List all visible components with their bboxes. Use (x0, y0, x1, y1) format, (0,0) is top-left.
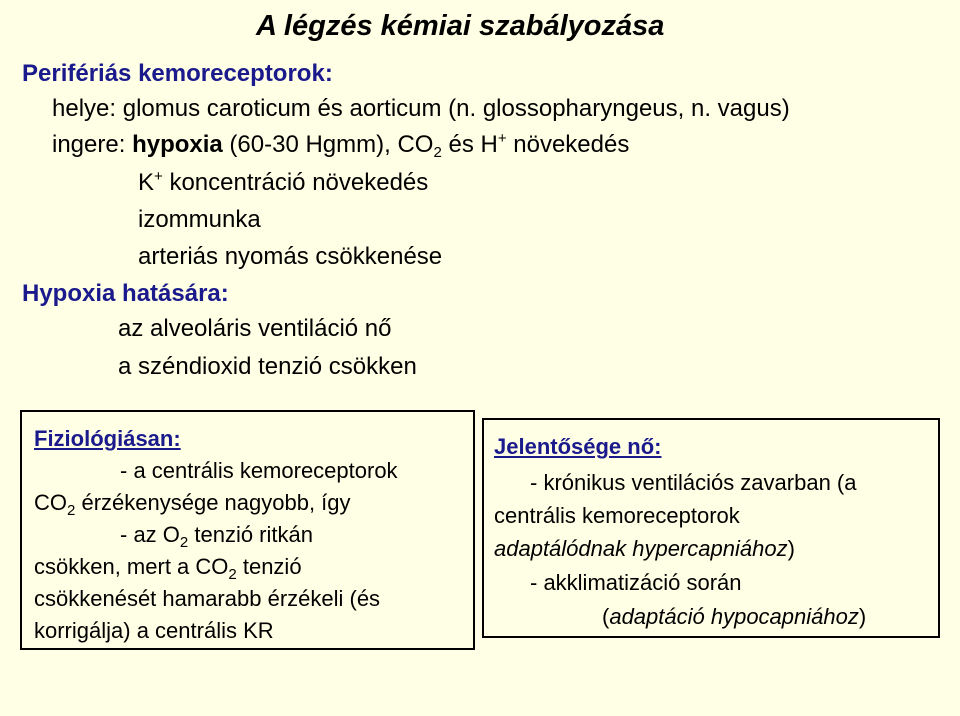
physiology-line-6: korrigálja) a centrális KR (34, 618, 274, 643)
physiology-box (20, 410, 475, 650)
physiology-line-5: csökkenését hamarabb érzékeli (és (34, 586, 381, 611)
physiology-line-2 (34, 490, 351, 519)
significance-line-1: - krónikus ventilációs zavarban (a (530, 470, 857, 495)
physiology-line-1: - a centrális kemoreceptorok (120, 458, 398, 483)
physiology-line-4-a: csökken, mert a CO (34, 554, 229, 579)
hypoxia-item-1: az alveoláris ventiláció nő (118, 315, 392, 342)
significance-line-3-end: ) (787, 536, 795, 561)
peripheral-heading: Perifériás kemoreceptorok: (22, 60, 333, 87)
significance-line-5 (602, 604, 866, 630)
physiology-heading: Fiziológiásan: (34, 426, 181, 451)
potassium-line (138, 168, 428, 198)
physiology-line-2-a: CO (34, 490, 67, 515)
pressure-line: arteriás nyomás csökkenése (138, 243, 443, 270)
physiology-line-2-sub: 2 (67, 502, 76, 519)
potassium-sup: + (154, 168, 163, 185)
significance-line-5-close: ) (858, 604, 867, 629)
physiology-line-2-b: érzékenysége nagyobb, így (75, 490, 351, 515)
hypoxia-item-2: a széndioxid tenzió csökken (118, 353, 417, 380)
potassium-prefix: K (138, 169, 155, 196)
physiology-line-3-sub: 2 (179, 534, 189, 551)
significance-heading: Jelentősége nő: (494, 434, 662, 459)
significance-line-5-open: ( (602, 604, 610, 629)
potassium-text: koncentráció növekedés (162, 169, 429, 196)
significance-line-5-italic: adaptáció hypocapniához (609, 604, 859, 629)
location-label: helye: (52, 95, 123, 122)
stimulus-line (52, 130, 629, 160)
stimulus-label: ingere: (52, 131, 133, 158)
stimulus-text-2: és H (441, 131, 498, 158)
location-line (52, 94, 790, 124)
stimulus-sup: + (497, 130, 507, 147)
hypoxia-heading: Hypoxia hatására: (22, 280, 229, 307)
physiology-line-3 (120, 522, 313, 551)
physiology-line-4 (34, 554, 302, 583)
stimulus-sub: 2 (433, 144, 442, 161)
stimulus-text-1: (60-30 Hgmm), CO (222, 131, 434, 158)
significance-line-2: centrális kemoreceptorok (494, 503, 740, 528)
physiology-line-3-a: - az O (120, 522, 180, 547)
location-text: glomus caroticum és aorticum (n. glossopharyngeus, n. vagus) (122, 95, 790, 122)
physiology-line-4-b: tenzió (236, 554, 302, 579)
significance-line-3 (494, 536, 795, 562)
muscle-line: izommunka (138, 206, 261, 233)
page-title: A légzés kémiai szabályozása (256, 10, 665, 42)
stimulus-hypoxia: hypoxia (132, 131, 223, 158)
significance-box (482, 418, 940, 638)
significance-line-3-italic: adaptálódnak hypercapniához (494, 536, 788, 561)
significance-line-4: - akklimatizáció során (530, 570, 742, 595)
stimulus-text-3: növekedés (506, 131, 630, 158)
physiology-line-3-b: tenzió ritkán (188, 522, 313, 547)
physiology-line-4-sub: 2 (228, 566, 237, 583)
